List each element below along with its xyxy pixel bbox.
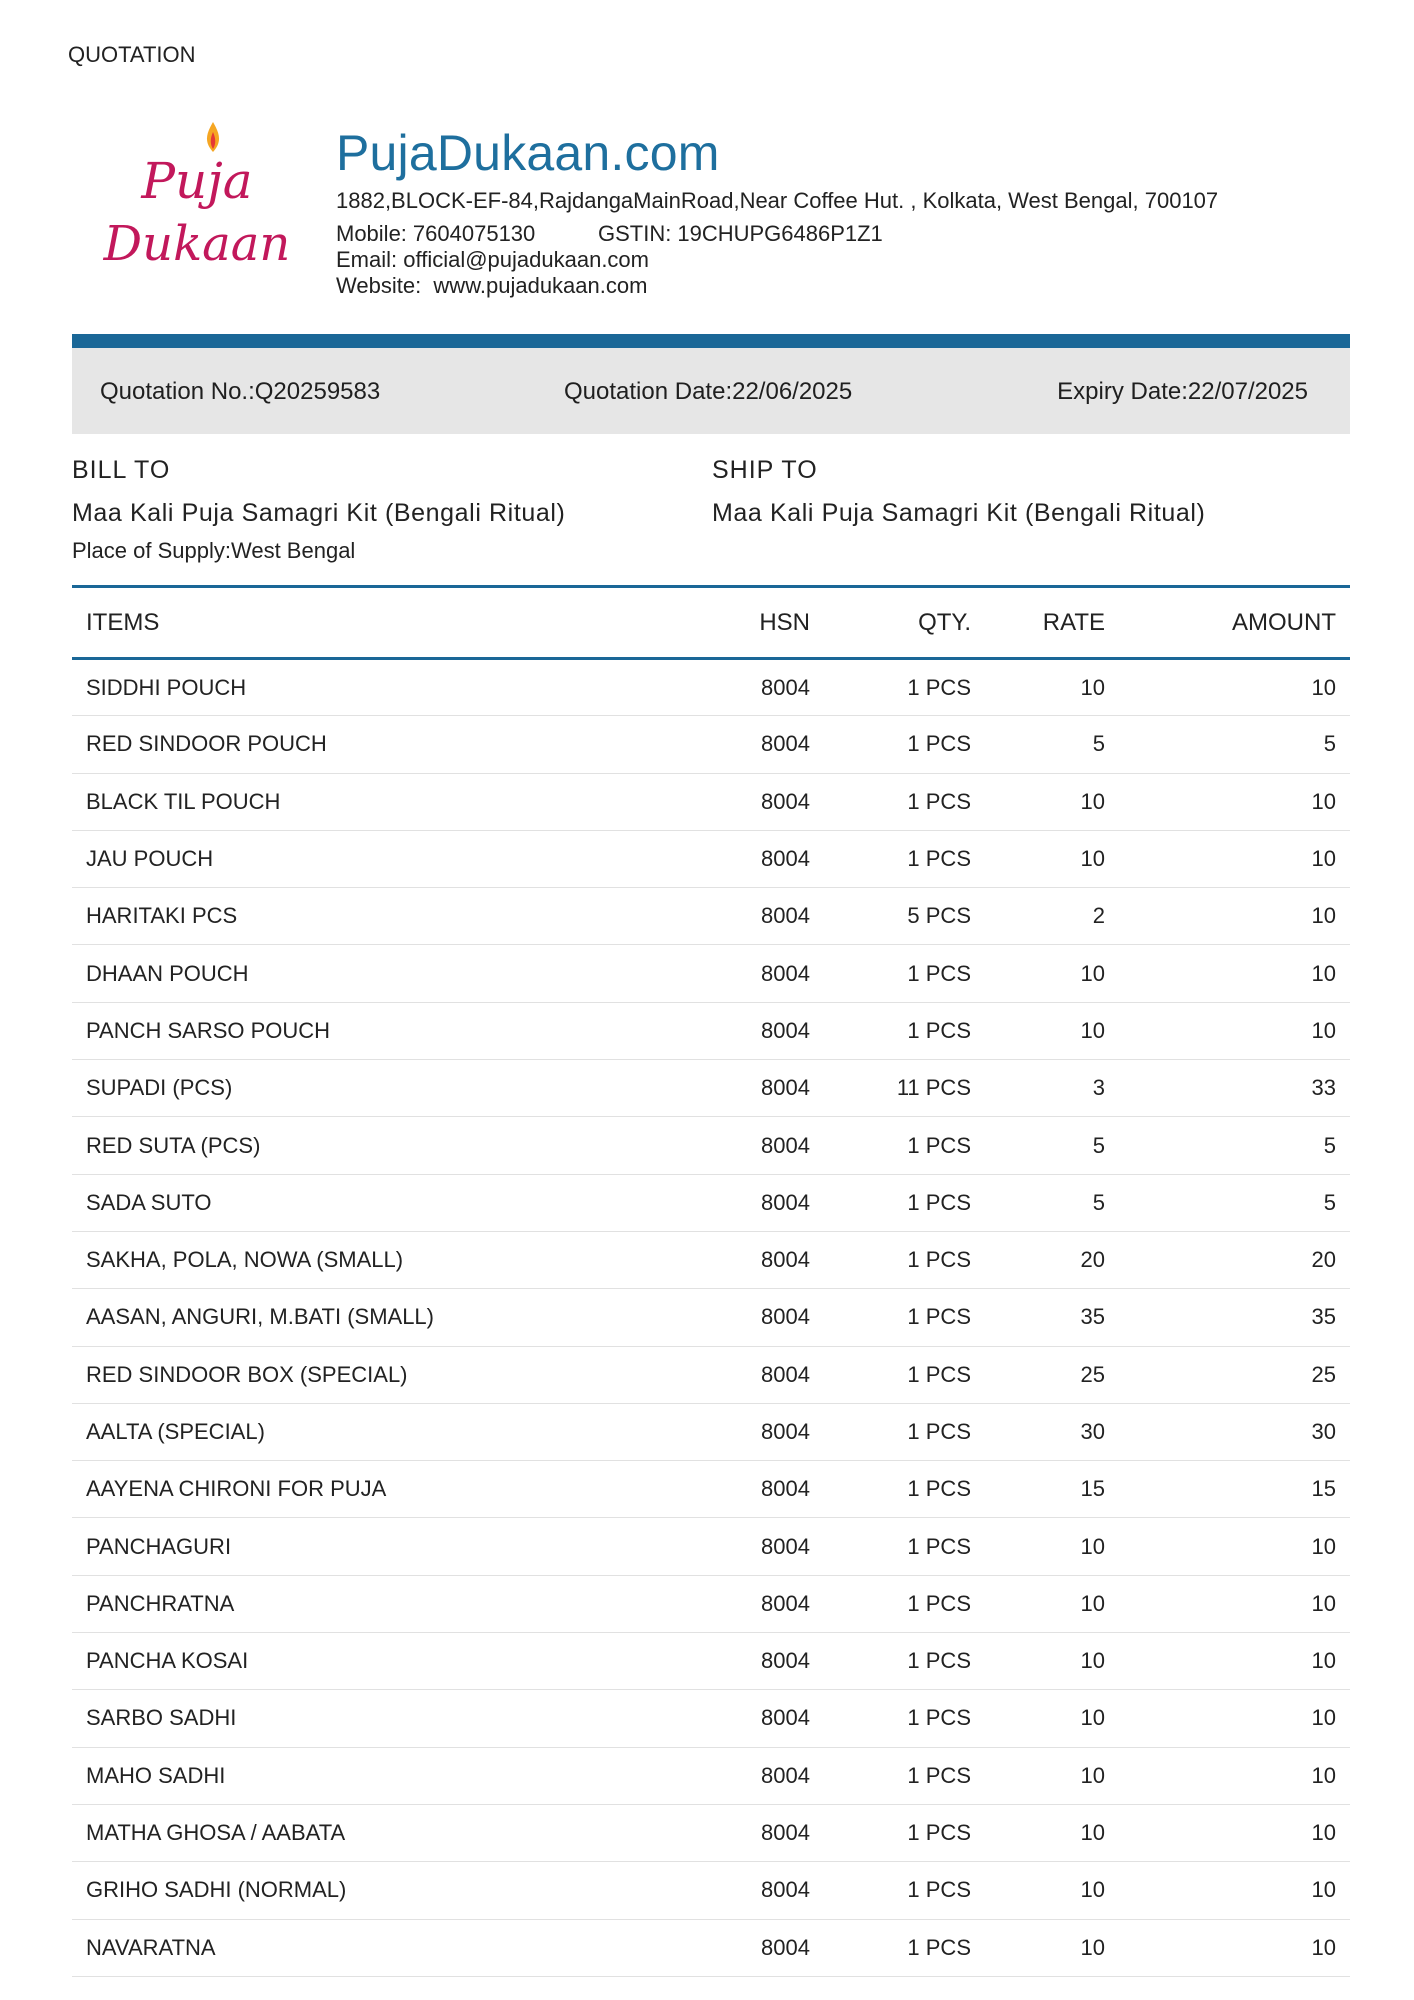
gstin-number: 19CHUPG6486P1Z1 [677, 221, 883, 246]
item-name: SUPADI (PCS) [72, 1060, 687, 1117]
item-name: RED SINDOOR BOX (SPECIAL) [72, 1346, 687, 1403]
item-hsn: 8004 [687, 945, 810, 1002]
website-url[interactable]: www.pujadukaan.com [433, 273, 648, 298]
item-name: HARITAKI PCS [72, 888, 687, 945]
item-hsn: 8004 [687, 1060, 810, 1117]
item-rate: 10 [972, 1002, 1106, 1059]
gstin [598, 221, 883, 247]
table-row [72, 1575, 1350, 1632]
table-row [72, 1346, 1350, 1403]
table-row [72, 830, 1350, 887]
item-qty: 1 PCS [810, 1518, 972, 1575]
item-rate: 15 [972, 1461, 1106, 1518]
item-amount: 10 [1106, 659, 1350, 716]
item-name: AASAN, ANGURI, M.BATI (SMALL) [72, 1289, 687, 1346]
item-amount: 10 [1106, 1575, 1350, 1632]
item-name: MAHO SADHI [72, 1747, 687, 1804]
item-rate: 30 [972, 1403, 1106, 1460]
item-rate: 35 [972, 1289, 1106, 1346]
item-qty: 1 PCS [810, 1862, 972, 1919]
item-hsn: 8004 [687, 1289, 810, 1346]
item-qty: 1 PCS [810, 945, 972, 1002]
item-qty: 1 PCS [810, 1690, 972, 1747]
item-amount: 15 [1106, 1461, 1350, 1518]
item-amount: 10 [1106, 1518, 1350, 1575]
company-logo [92, 120, 302, 270]
item-hsn: 8004 [687, 888, 810, 945]
bill-to-label: BILL TO [72, 456, 171, 484]
company-info [336, 125, 1219, 299]
item-amount: 5 [1106, 716, 1350, 773]
item-amount: 5 [1106, 1174, 1350, 1231]
item-name: SARBO SADHI [72, 1690, 687, 1747]
item-name: RED SUTA (PCS) [72, 1117, 687, 1174]
item-qty: 1 PCS [810, 1747, 972, 1804]
item-rate: 10 [972, 1575, 1106, 1632]
item-rate: 10 [972, 659, 1106, 716]
item-name: PANCHRATNA [72, 1575, 687, 1632]
table-row [72, 773, 1350, 830]
item-amount: 10 [1106, 1633, 1350, 1690]
mobile-label: Mobile: [336, 221, 407, 246]
item-hsn: 8004 [687, 1690, 810, 1747]
item-name: AALTA (SPECIAL) [72, 1403, 687, 1460]
item-hsn: 8004 [687, 1747, 810, 1804]
table-row [72, 1747, 1350, 1804]
table-row [72, 1919, 1350, 1976]
mobile [336, 221, 598, 247]
table-header-row [72, 587, 1350, 659]
item-name: PANCH SARSO POUCH [72, 1002, 687, 1059]
place-of-supply: Place of Supply:West Bengal [72, 538, 356, 563]
email-label: Email: [336, 247, 398, 272]
item-amount: 10 [1106, 945, 1350, 1002]
item-name: JAU POUCH [72, 830, 687, 887]
table-row [72, 716, 1350, 773]
item-amount: 5 [1106, 1117, 1350, 1174]
item-name: RED SINDOOR POUCH [72, 716, 687, 773]
col-header-amount: AMOUNT [1106, 587, 1350, 659]
ship-to-label: SHIP TO [712, 456, 818, 484]
item-name: AAYENA CHIRONI FOR PUJA [72, 1461, 687, 1518]
item-hsn: 8004 [687, 1518, 810, 1575]
item-rate: 10 [972, 945, 1106, 1002]
item-hsn: 8004 [687, 1231, 810, 1288]
table-row [72, 1804, 1350, 1861]
table-row [72, 1862, 1350, 1919]
table-row [72, 1289, 1350, 1346]
item-qty: 1 PCS [810, 1231, 972, 1288]
item-amount: 10 [1106, 888, 1350, 945]
item-amount: 10 [1106, 1690, 1350, 1747]
item-rate: 10 [972, 1633, 1106, 1690]
company-name: PujaDukaan.com [336, 125, 720, 181]
table-row [72, 1002, 1350, 1059]
item-name: DHAAN POUCH [72, 945, 687, 1002]
item-qty: 1 PCS [810, 1289, 972, 1346]
item-hsn: 8004 [687, 830, 810, 887]
table-row [72, 1174, 1350, 1231]
item-amount: 25 [1106, 1346, 1350, 1403]
table-row [72, 659, 1350, 716]
item-hsn: 8004 [687, 1633, 810, 1690]
col-header-items: ITEMS [72, 587, 687, 659]
table-row [72, 888, 1350, 945]
item-hsn: 8004 [687, 1403, 810, 1460]
logo-svg [92, 120, 302, 270]
item-hsn: 8004 [687, 1919, 810, 1976]
item-amount: 10 [1106, 1804, 1350, 1861]
item-rate: 10 [972, 830, 1106, 887]
table-row [72, 1060, 1350, 1117]
item-amount: 20 [1106, 1231, 1350, 1288]
item-qty: 1 PCS [810, 716, 972, 773]
item-qty: 1 PCS [810, 1117, 972, 1174]
company-address: 1882,BLOCK-EF-84,RajdangaMainRoad,Near Coffee Hut. , Kolkata, West Bengal, 700107 [336, 188, 1219, 213]
gstin-label: GSTIN: [598, 221, 672, 246]
item-hsn: 8004 [687, 659, 810, 716]
header-divider-bar [72, 334, 1350, 348]
item-qty: 1 PCS [810, 1346, 972, 1403]
item-name: SAKHA, POLA, NOWA (SMALL) [72, 1231, 687, 1288]
item-qty: 1 PCS [810, 1919, 972, 1976]
item-rate: 20 [972, 1231, 1106, 1288]
item-rate: 10 [972, 1919, 1106, 1976]
item-qty: 5 PCS [810, 888, 972, 945]
item-rate: 10 [972, 1747, 1106, 1804]
ship-to-name: Maa Kali Puja Samagri Kit (Bengali Ritual) [712, 499, 1206, 527]
item-qty: 1 PCS [810, 1174, 972, 1231]
quotation-date: Quotation Date:22/06/2025 [564, 378, 853, 405]
item-name: PANCHA KOSAI [72, 1633, 687, 1690]
table-row [72, 1231, 1350, 1288]
item-rate: 10 [972, 773, 1106, 830]
quotation-meta-band [72, 348, 1350, 434]
item-hsn: 8004 [687, 1575, 810, 1632]
item-qty: 1 PCS [810, 1804, 972, 1861]
item-name: SADA SUTO [72, 1174, 687, 1231]
item-qty: 1 PCS [810, 773, 972, 830]
item-hsn: 8004 [687, 773, 810, 830]
bill-to-name: Maa Kali Puja Samagri Kit (Bengali Ritual) [72, 499, 566, 527]
ship-to-section [712, 456, 1205, 528]
col-header-qty: QTY. [810, 587, 972, 659]
item-rate: 2 [972, 888, 1106, 945]
item-rate: 5 [972, 1117, 1106, 1174]
table-row [72, 1117, 1350, 1174]
item-amount: 10 [1106, 1002, 1350, 1059]
item-amount: 10 [1106, 773, 1350, 830]
item-rate: 25 [972, 1346, 1106, 1403]
table-row [72, 945, 1350, 1002]
item-hsn: 8004 [687, 1862, 810, 1919]
items-table [72, 585, 1350, 1977]
item-name: PANCHAGURI [72, 1518, 687, 1575]
expiry-date: Expiry Date:22/07/2025 [1057, 378, 1308, 405]
website-row [336, 273, 1218, 299]
item-amount: 10 [1106, 830, 1350, 887]
col-header-hsn: HSN [687, 587, 810, 659]
item-name: NAVARATNA [72, 1919, 687, 1976]
item-rate: 10 [972, 1690, 1106, 1747]
item-name: GRIHO SADHI (NORMAL) [72, 1862, 687, 1919]
logo-line-1: Puja [141, 152, 253, 210]
item-amount: 30 [1106, 1403, 1350, 1460]
contact-row [336, 221, 1218, 247]
item-qty: 1 PCS [810, 830, 972, 887]
item-name: MATHA GHOSA / AABATA [72, 1804, 687, 1861]
email-address[interactable]: official@pujadukaan.com [403, 247, 649, 272]
item-rate: 5 [972, 716, 1106, 773]
item-hsn: 8004 [687, 1174, 810, 1231]
item-rate: 3 [972, 1060, 1106, 1117]
item-hsn: 8004 [687, 1461, 810, 1518]
table-row [72, 1403, 1350, 1460]
table-row [72, 1690, 1350, 1747]
items-table-body [72, 659, 1350, 1977]
item-hsn: 8004 [687, 1346, 810, 1403]
item-qty: 1 PCS [810, 1633, 972, 1690]
item-amount: 10 [1106, 1747, 1350, 1804]
table-row [72, 1518, 1350, 1575]
website-label: Website: [336, 273, 422, 298]
item-rate: 5 [972, 1174, 1106, 1231]
diya-flame-icon [207, 122, 219, 152]
item-hsn: 8004 [687, 1002, 810, 1059]
item-name: SIDDHI POUCH [72, 659, 687, 716]
item-qty: 1 PCS [810, 1002, 972, 1059]
logo-line-2: Dukaan [103, 216, 291, 270]
item-hsn: 8004 [687, 1804, 810, 1861]
item-qty: 1 PCS [810, 659, 972, 716]
item-qty: 1 PCS [810, 1403, 972, 1460]
item-qty: 1 PCS [810, 1461, 972, 1518]
item-amount: 33 [1106, 1060, 1350, 1117]
item-qty: 11 PCS [810, 1060, 972, 1117]
item-hsn: 8004 [687, 1117, 810, 1174]
quotation-number: Quotation No.:Q20259583 [100, 378, 381, 405]
col-header-rate: RATE [972, 587, 1106, 659]
item-rate: 10 [972, 1862, 1106, 1919]
email-row [336, 247, 1218, 273]
item-rate: 10 [972, 1804, 1106, 1861]
item-qty: 1 PCS [810, 1575, 972, 1632]
mobile-number: 7604075130 [412, 221, 536, 246]
bill-to-section [72, 456, 565, 564]
item-rate: 10 [972, 1518, 1106, 1575]
item-amount: 35 [1106, 1289, 1350, 1346]
table-row [72, 1633, 1350, 1690]
item-amount: 10 [1106, 1862, 1350, 1919]
item-hsn: 8004 [687, 716, 810, 773]
item-name: BLACK TIL POUCH [72, 773, 687, 830]
table-row [72, 1461, 1350, 1518]
document-type: QUOTATION [68, 42, 196, 67]
item-amount: 10 [1106, 1919, 1350, 1976]
